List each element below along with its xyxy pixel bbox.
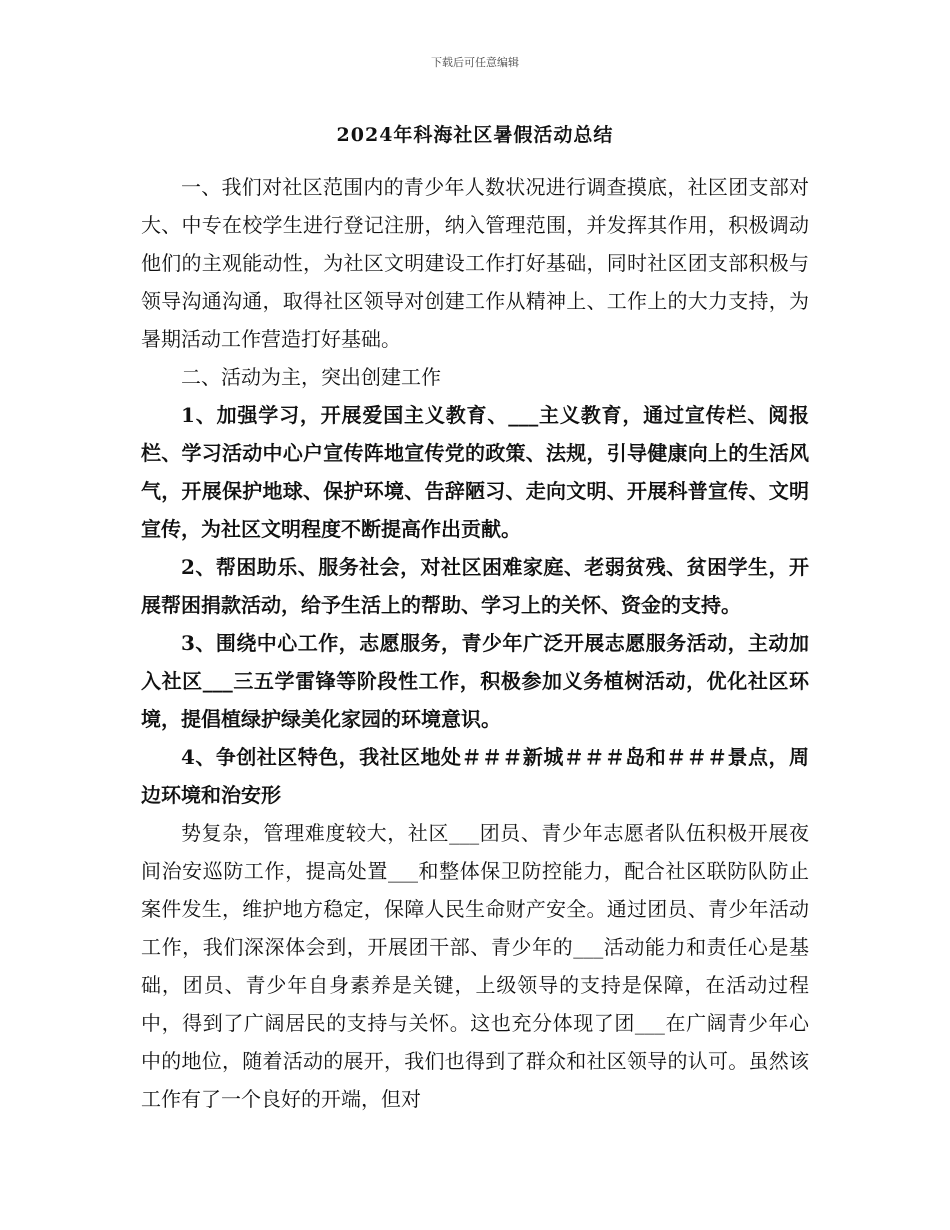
header-note: 下载后可任意编辑 [431,56,519,69]
document-body [141,168,809,1118]
paragraph-item-3: 3、围绕中心工作，志愿服务，青少年广泛开展志愿服务活动，主动加入社区___三五学雷锋等阶段性工作，积极参加义务植树活动，优化社区环境，提倡植绿护绿美化家园的环境意识。 [141,631,809,731]
paragraph-item-4: 4、争创社区特色，我社区地处＃＃＃新城＃＃＃岛和＃＃＃景点，周边环境和治安形 [141,745,809,807]
paragraph-item-2: 2、帮困助乐、服务社会，对社区困难家庭、老弱贫残、贫困学生，开展帮困捐款活动，给予生活上的帮助、学习上的关怀、资金的支持。 [141,555,809,617]
paragraph-continuation: 势复杂，管理难度较大，社区___团员、青少年志愿者队伍积极开展夜间治安巡防工作，提高处置___和整体保卫防控能力，配合社区联防队防止案件发生，维护地方稳定，保障人民生命财产安全。通过团员、青少年活动工作，我们深深体会到，开展团干部、青少年的___活动能力和责任心是基础，团员、青少年自身素养是关键，上级领导的支持是保障，在活动过程中，得到了广阔居民的支持与关怀。这也充分体现了团___在广阔青少年心中的地位，随着活动的展开，我们也得到了群众和社区领导的认可。虽然该工作有了一个良好的开端，但对 [141,821,809,1111]
document-title: 2024年科海社区暑假活动总结 [336,124,614,146]
paragraph-survey: 一、我们对社区范围内的青少年人数状况进行调查摸底，社区团支部对大、中专在校学生进行登记注册，纳入管理范围，并发挥其作用，积极调动他们的主观能动性，为社区文明建设工作打好基础，同时社区团支部积极与领导沟通沟通，取得社区领导对创建工作从精神上、工作上的大力支持，为暑期活动工作营造打好基础。 [141,175,809,351]
paragraph-item-1: 1、加强学习，开展爱国主义教育、___主义教育，通过宣传栏、阅报栏、学习活动中心户宣传阵地宣传党的政策、法规，引导健康向上的生活风气，开展保护地球、保护环境、告辞陋习、走向文明、开展科普宣传、文明宣传，为社区文明程度不断提高作出贡献。 [141,403,809,541]
paragraph-section-two-heading: 二、活动为主，突出创建工作 [181,365,441,389]
